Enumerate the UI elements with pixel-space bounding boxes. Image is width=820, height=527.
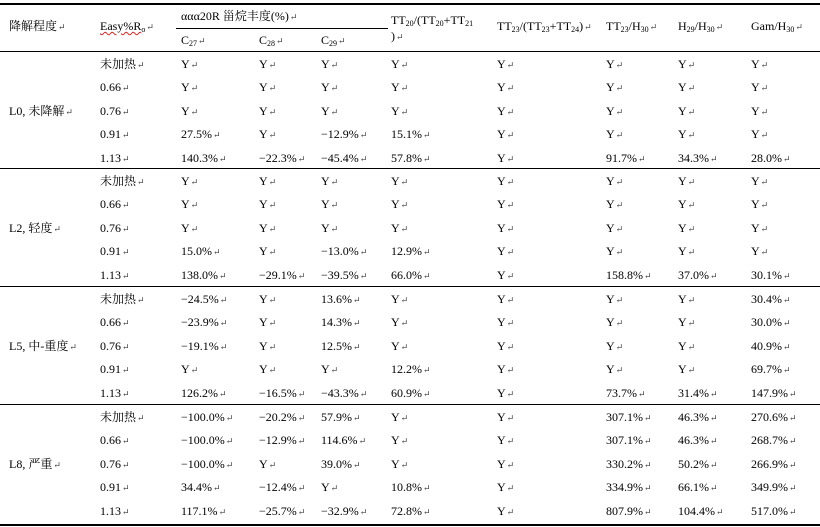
group-label: L5, 中-重度↵ xyxy=(9,338,77,353)
cell-h29-h30: 50.2%↵ xyxy=(678,456,718,471)
cell-tt23-ratio: Y↵ xyxy=(497,174,515,188)
cell-tt20-ratio: 72.8%↵ xyxy=(391,503,431,518)
cell-h29-h30: 34.3%↵ xyxy=(678,150,718,165)
cell-c28: Y↵ xyxy=(259,197,277,212)
cell-c27: −23.9%↵ xyxy=(181,315,228,330)
cell-tt23-h30: 334.9%↵ xyxy=(606,480,652,495)
cell-tt23-ratio: Y↵ xyxy=(497,385,515,400)
cell-gam-h30: 30.1%↵ xyxy=(751,267,791,282)
cell-h29-h30: Y↵ xyxy=(678,244,696,259)
cell-c27: −19.1%↵ xyxy=(181,338,228,353)
cell-c29: Y↵ xyxy=(321,103,339,118)
cell-h29-h30: Y↵ xyxy=(678,174,696,188)
cell-tt23-ratio: Y↵ xyxy=(497,456,515,471)
group-rule-1 xyxy=(0,168,820,169)
cell-c27: −100.0%↵ xyxy=(181,433,234,448)
cell-c28: −25.7%↵ xyxy=(259,503,306,518)
cell-c29: Y↵ xyxy=(321,480,339,495)
cell-c29: 12.5%↵ xyxy=(321,338,361,353)
cell-h29-h30: 46.3%↵ xyxy=(678,410,718,424)
cell-c28: Y↵ xyxy=(259,103,277,118)
cell-tt23-h30: Y↵ xyxy=(606,315,624,330)
cell-h29-h30: 66.1%↵ xyxy=(678,480,718,495)
cell-tt20-ratio: Y↵ xyxy=(391,292,409,306)
cell-easy-ro: 0.66↵ xyxy=(100,315,130,330)
cell-tt23-h30: Y↵ xyxy=(606,292,624,306)
cell-c28: Y↵ xyxy=(259,244,277,259)
cell-c29: 39.0%↵ xyxy=(321,456,361,471)
header-c27: $C_{27}↵$ xyxy=(181,33,206,48)
cell-tt23-h30: Y↵ xyxy=(606,220,624,235)
cell-c29: −39.5%↵ xyxy=(321,267,368,282)
cell-easy-ro: 0.76↵ xyxy=(100,338,130,353)
cell-c28: −22.3%↵ xyxy=(259,150,306,165)
cell-c29: −45.4%↵ xyxy=(321,150,368,165)
cell-c28: −12.4%↵ xyxy=(259,480,306,495)
cell-h29-h30: Y↵ xyxy=(678,315,696,330)
cell-easy-ro: 0.91↵ xyxy=(100,244,130,259)
cell-easy-ro: 0.91↵ xyxy=(100,127,130,142)
cell-tt23-ratio: Y↵ xyxy=(497,80,515,95)
cell-c28: −20.2%↵ xyxy=(259,410,306,424)
cell-tt20-ratio: Y↵ xyxy=(391,338,409,353)
cell-tt23-ratio: Y↵ xyxy=(497,267,515,282)
cell-c27: Y↵ xyxy=(181,103,199,118)
cell-tt23-h30: Y↵ xyxy=(606,103,624,118)
cell-gam-h30: Y↵ xyxy=(751,244,769,259)
cell-tt20-ratio: Y↵ xyxy=(391,197,409,212)
cell-tt23-ratio: Y↵ xyxy=(497,292,515,306)
cell-gam-h30: 270.6%↵ xyxy=(751,410,797,424)
cell-c27: Y↵ xyxy=(181,362,199,377)
cell-gam-h30: 28.0%↵ xyxy=(751,150,791,165)
cell-c28: Y↵ xyxy=(259,315,277,330)
cell-c28: Y↵ xyxy=(259,362,277,377)
cell-gam-h30: 30.0%↵ xyxy=(751,315,791,330)
cell-gam-h30: 268.7%↵ xyxy=(751,433,797,448)
cell-c27: 140.3%↵ xyxy=(181,150,227,165)
cell-c27: Y↵ xyxy=(181,220,199,235)
cell-h29-h30: 104.4%↵ xyxy=(678,503,724,518)
cell-tt23-h30: 330.2%↵ xyxy=(606,456,652,471)
cell-easy-ro: 未加热↵ xyxy=(100,174,145,188)
cell-tt20-ratio: Y↵ xyxy=(391,103,409,118)
cell-h29-h30: Y↵ xyxy=(678,197,696,212)
bottom-rule xyxy=(0,524,820,526)
cell-tt23-ratio: Y↵ xyxy=(497,338,515,353)
cell-tt23-ratio: Y↵ xyxy=(497,150,515,165)
cell-easy-ro: 0.91↵ xyxy=(100,362,130,377)
cell-tt23-ratio: Y↵ xyxy=(497,220,515,235)
cell-c29: −13.0%↵ xyxy=(321,244,368,259)
cell-h29-h30: Y↵ xyxy=(678,80,696,95)
cell-easy-ro: 0.66↵ xyxy=(100,80,130,95)
cell-easy-ro: 0.76↵ xyxy=(100,103,130,118)
cell-tt20-ratio: Y↵ xyxy=(391,80,409,95)
header-c29: $C_{29}↵$ xyxy=(321,33,346,48)
sterane-rule xyxy=(176,28,388,29)
cell-easy-ro: 1.13↵ xyxy=(100,385,130,400)
cell-tt23-h30: Y↵ xyxy=(606,244,624,259)
cell-easy-ro: 1.13↵ xyxy=(100,503,130,518)
header-rule xyxy=(0,51,820,52)
header-level: 降解程度↵ xyxy=(9,19,66,33)
cell-c29: −43.3%↵ xyxy=(321,385,368,400)
cell-c29: Y↵ xyxy=(321,80,339,95)
cell-c28: Y↵ xyxy=(259,456,277,471)
cell-tt23-h30: Y↵ xyxy=(606,338,624,353)
cell-gam-h30: Y↵ xyxy=(751,57,769,71)
cell-h29-h30: Y↵ xyxy=(678,362,696,377)
cell-h29-h30: Y↵ xyxy=(678,127,696,142)
cell-c27: Y↵ xyxy=(181,174,199,188)
cell-tt23-ratio: Y↵ xyxy=(497,57,515,71)
cell-easy-ro: 0.76↵ xyxy=(100,220,130,235)
cell-c29: Y↵ xyxy=(321,197,339,212)
cell-c29: 14.3%↵ xyxy=(321,315,361,330)
cell-c29: Y↵ xyxy=(321,57,339,71)
cell-gam-h30: 266.9%↵ xyxy=(751,456,797,471)
cell-easy-ro: 0.76↵ xyxy=(100,456,130,471)
cell-tt23-ratio: Y↵ xyxy=(497,244,515,259)
cell-c28: −16.5%↵ xyxy=(259,385,306,400)
header-tt23-ratio: $TT_{23}/(TT_{23}+TT_{24})↵$ xyxy=(497,19,592,34)
cell-c27: 15.0%↵ xyxy=(181,244,221,259)
cell-gam-h30: Y↵ xyxy=(751,127,769,142)
cell-c29: 13.6%↵ xyxy=(321,292,361,306)
cell-c29: −32.9%↵ xyxy=(321,503,368,518)
cell-c27: −100.0%↵ xyxy=(181,410,234,424)
cell-c27: 117.1%↵ xyxy=(181,503,227,518)
cell-tt23-h30: Y↵ xyxy=(606,80,624,95)
cell-c27: Y↵ xyxy=(181,57,199,71)
cell-c28: Y↵ xyxy=(259,57,277,71)
cell-c27: 27.5%↵ xyxy=(181,127,221,142)
group-rule-3 xyxy=(0,404,820,405)
cell-c27: −100.0%↵ xyxy=(181,456,234,471)
cell-tt20-ratio: 57.8%↵ xyxy=(391,150,431,165)
cell-easy-ro: 0.91↵ xyxy=(100,480,130,495)
cell-tt20-ratio: Y↵ xyxy=(391,456,409,471)
header-sterane: ααα20R 甾烷丰度(%)↵ xyxy=(181,9,298,23)
cell-c28: Y↵ xyxy=(259,292,277,306)
cell-easy-ro: 0.66↵ xyxy=(100,433,130,448)
cell-tt20-ratio: Y↵ xyxy=(391,57,409,71)
cell-gam-h30: 30.4%↵ xyxy=(751,292,791,306)
cell-c29: 114.6%↵ xyxy=(321,433,367,448)
cell-easy-ro: 1.13↵ xyxy=(100,150,130,165)
cell-c27: Y↵ xyxy=(181,197,199,212)
cell-c27: 138.0%↵ xyxy=(181,267,227,282)
cell-c27: 34.4%↵ xyxy=(181,480,221,495)
cell-gam-h30: Y↵ xyxy=(751,220,769,235)
header-h29-h30: $H_{29}/H_{30}↵$ xyxy=(678,19,724,34)
cell-h29-h30: Y↵ xyxy=(678,220,696,235)
cell-gam-h30: 147.9%↵ xyxy=(751,385,797,400)
cell-c29: Y↵ xyxy=(321,220,339,235)
cell-tt20-ratio: Y↵ xyxy=(391,220,409,235)
header-easy-ro: $Easy\%R_o↵$ xyxy=(100,19,154,34)
cell-tt23-ratio: Y↵ xyxy=(497,315,515,330)
cell-tt20-ratio: Y↵ xyxy=(391,174,409,188)
group-label: L2, 轻度↵ xyxy=(9,220,61,235)
header-gam-h30: Gam/$H_{30}↵$ xyxy=(751,19,803,34)
cell-tt20-ratio: Y↵ xyxy=(391,315,409,330)
cell-tt23-ratio: Y↵ xyxy=(497,503,515,518)
cell-tt23-ratio: Y↵ xyxy=(497,433,515,448)
cell-c29: 57.9%↵ xyxy=(321,410,361,424)
cell-gam-h30: 40.9%↵ xyxy=(751,338,791,353)
cell-c28: Y↵ xyxy=(259,127,277,142)
cell-tt20-ratio: 12.2%↵ xyxy=(391,362,431,377)
cell-c29: Y↵ xyxy=(321,362,339,377)
group-rule-2 xyxy=(0,286,820,287)
cell-c27: 126.2%↵ xyxy=(181,385,227,400)
cell-easy-ro: 未加热↵ xyxy=(100,57,145,71)
cell-easy-ro: 未加热↵ xyxy=(100,410,145,424)
group-label: L0, 未降解↵ xyxy=(9,103,73,118)
cell-h29-h30: Y↵ xyxy=(678,338,696,353)
cell-tt20-ratio: 12.9%↵ xyxy=(391,244,431,259)
cell-tt23-ratio: Y↵ xyxy=(497,410,515,424)
cell-easy-ro: 1.13↵ xyxy=(100,267,130,282)
cell-gam-h30: 349.9%↵ xyxy=(751,480,797,495)
cell-gam-h30: Y↵ xyxy=(751,197,769,212)
cell-h29-h30: 37.0%↵ xyxy=(678,267,718,282)
header-tt20-ratio: $TT_{20}/(TT_{20}+TT_{21}$ )↵ xyxy=(391,13,474,43)
cell-tt23-ratio: Y↵ xyxy=(497,362,515,377)
cell-tt23-h30: 307.1%↵ xyxy=(606,433,652,448)
cell-h29-h30: 31.4%↵ xyxy=(678,385,718,400)
cell-gam-h30: Y↵ xyxy=(751,80,769,95)
cell-c29: −12.9%↵ xyxy=(321,127,368,142)
cell-tt23-h30: 73.7%↵ xyxy=(606,385,646,400)
cell-tt20-ratio: 10.8%↵ xyxy=(391,480,431,495)
cell-h29-h30: 46.3%↵ xyxy=(678,433,718,448)
cell-tt23-ratio: Y↵ xyxy=(497,480,515,495)
cell-c28: Y↵ xyxy=(259,174,277,188)
cell-c27: Y↵ xyxy=(181,80,199,95)
cell-tt20-ratio: 15.1%↵ xyxy=(391,127,431,142)
cell-tt23-h30: Y↵ xyxy=(606,362,624,377)
header-c28: $C_{28}↵$ xyxy=(259,33,284,48)
cell-tt23-h30: 807.9%↵ xyxy=(606,503,652,518)
cell-c27: −24.5%↵ xyxy=(181,292,228,306)
cell-gam-h30: 69.7%↵ xyxy=(751,362,791,377)
cell-c28: Y↵ xyxy=(259,80,277,95)
cell-tt20-ratio: 60.9%↵ xyxy=(391,385,431,400)
cell-tt20-ratio: Y↵ xyxy=(391,410,409,424)
cell-tt23-ratio: Y↵ xyxy=(497,127,515,142)
cell-tt23-h30: Y↵ xyxy=(606,57,624,71)
cell-gam-h30: 517.0%↵ xyxy=(751,503,797,518)
cell-h29-h30: Y↵ xyxy=(678,103,696,118)
cell-easy-ro: 0.66↵ xyxy=(100,197,130,212)
cell-tt23-h30: Y↵ xyxy=(606,174,624,188)
cell-tt23-h30: 91.7%↵ xyxy=(606,150,646,165)
cell-tt23-ratio: Y↵ xyxy=(497,103,515,118)
cell-tt23-h30: 307.1%↵ xyxy=(606,410,652,424)
cell-h29-h30: Y↵ xyxy=(678,292,696,306)
cell-h29-h30: Y↵ xyxy=(678,57,696,71)
cell-c28: Y↵ xyxy=(259,338,277,353)
cell-tt23-h30: Y↵ xyxy=(606,197,624,212)
cell-c29: Y↵ xyxy=(321,174,339,188)
cell-tt23-h30: Y↵ xyxy=(606,127,624,142)
cell-gam-h30: Y↵ xyxy=(751,174,769,188)
cell-c28: −29.1%↵ xyxy=(259,267,306,282)
cell-tt20-ratio: Y↵ xyxy=(391,433,409,448)
cell-easy-ro: 未加热↵ xyxy=(100,292,145,306)
cell-gam-h30: Y↵ xyxy=(751,103,769,118)
top-rule xyxy=(0,3,820,5)
cell-tt20-ratio: 66.0%↵ xyxy=(391,267,431,282)
cell-tt23-ratio: Y↵ xyxy=(497,197,515,212)
cell-c28: Y↵ xyxy=(259,220,277,235)
header-tt23-h30: $TT_{23}/H_{30}↵$ xyxy=(606,19,658,34)
group-label: L8, 严重↵ xyxy=(9,456,61,471)
cell-c28: −12.9%↵ xyxy=(259,433,306,448)
cell-tt23-h30: 158.8%↵ xyxy=(606,267,652,282)
